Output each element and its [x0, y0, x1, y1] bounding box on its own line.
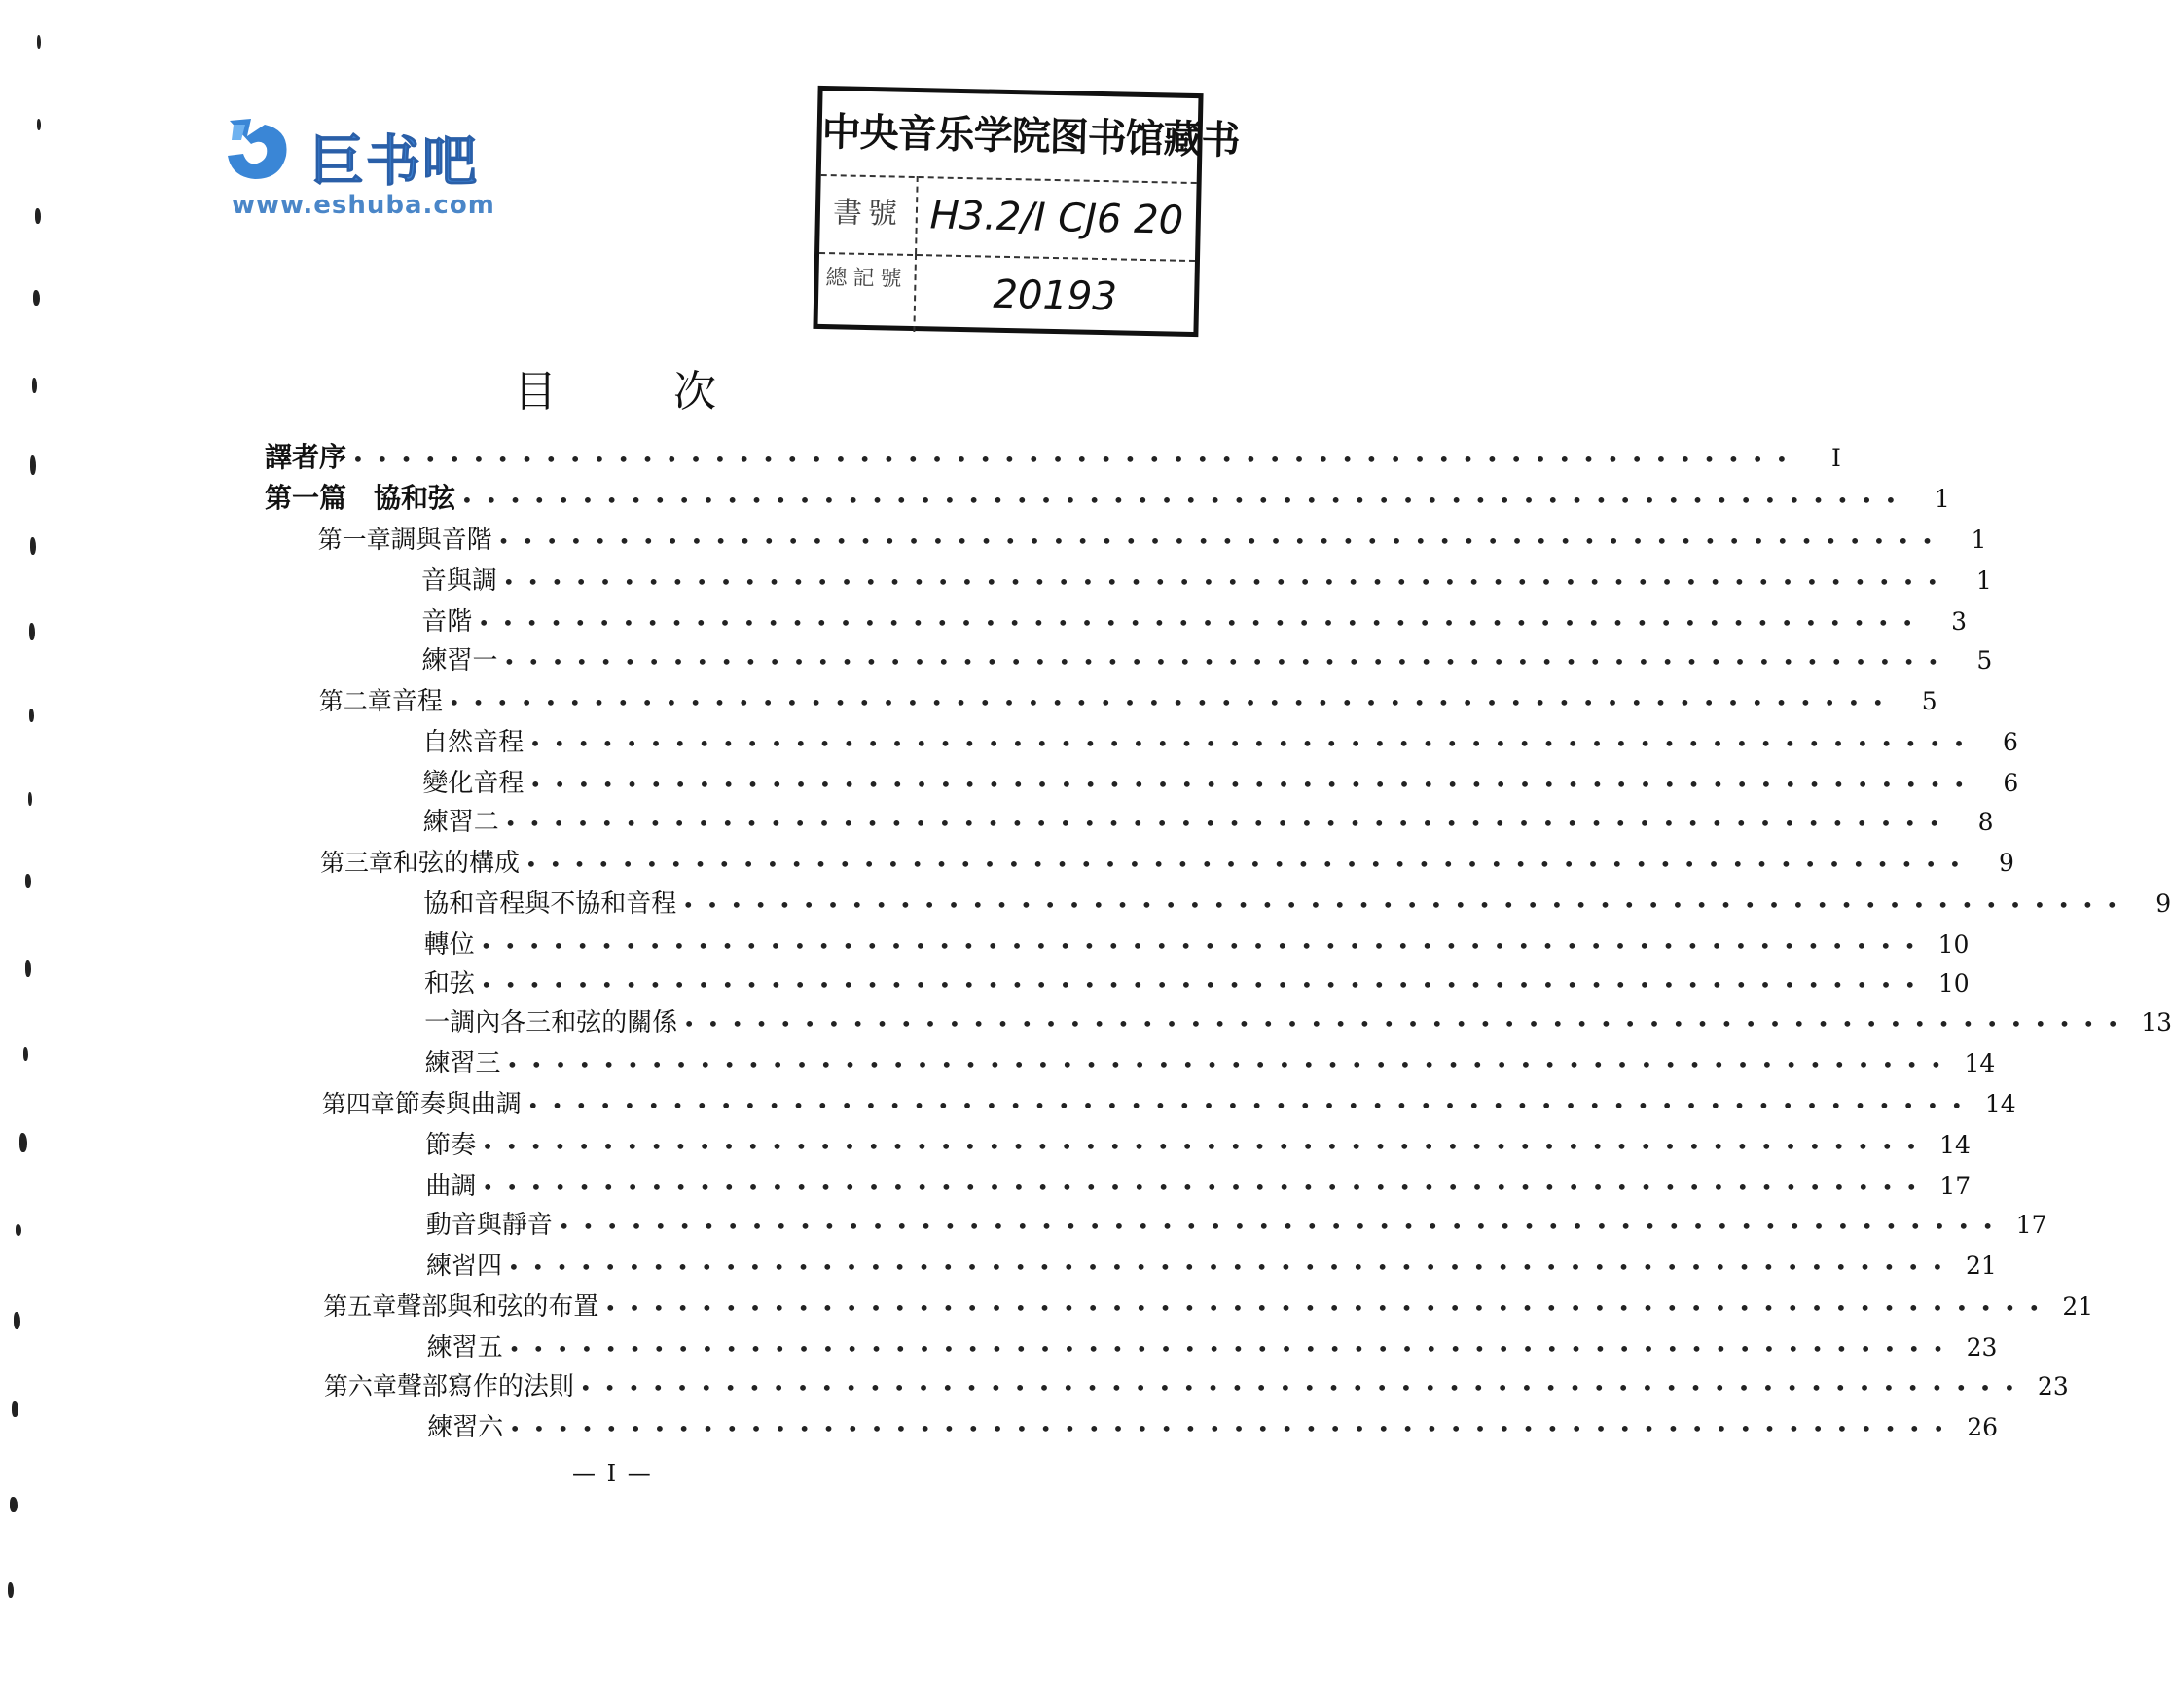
toc-leader-dots: •••••••••••••••••••••••••••••••••••••••••••••••••••••••••••• — [504, 812, 1953, 835]
toc-title: 節奏與曲調 — [394, 1090, 522, 1119]
toc-entry — [423, 925, 1970, 961]
toc-page-number: 13 — [2141, 1008, 2172, 1036]
toc-leader-dots: •••••••••••••••••••••••••••••••••••••••••••••••••••••••••••• — [480, 934, 1929, 958]
stamp-call-number: H3.2/I CJ6 20 — [929, 193, 1184, 243]
toc-title: 變化音程 — [422, 769, 525, 798]
toc-page-number: 1 — [1975, 566, 1992, 595]
toc-leader-dots: •••••••••••••••••••••••••••••••••••••••••••••••••••••••••••• — [478, 611, 1927, 635]
toc-leader-dots: •••••••••••••••••••••••••••••••••••••••••••••••••••••••••••• — [579, 1376, 2028, 1399]
toc-chapter-label: 第五章 — [323, 1292, 397, 1321]
toc-title: 音階 — [421, 607, 473, 636]
toc-entry — [423, 884, 2172, 920]
toc-title: 練習一 — [421, 646, 498, 675]
toc-leader-dots: •••••••••••••••••••••••••••••••••••••••••••••••••••••••••••• — [502, 570, 1951, 594]
toc-title: 曲調 — [425, 1172, 477, 1201]
toc-chapter-label: 第三章 — [320, 849, 394, 877]
toc-entry — [422, 722, 2018, 758]
toc-leader-dots: •••••••••••••••••••••••••••••••••••••••••••••••••••••••••••• — [508, 1337, 1957, 1361]
toc-leader-dots: •••••••••••••••••••••••••••••••••••••••••••••••••••••••••••• — [461, 489, 1909, 512]
toc-leader-dots: •••••••••••••••••••••••••••••••••••••••••••••••••••••••••••• — [352, 448, 1800, 471]
toc-entry — [426, 1327, 1998, 1363]
toc-entry — [321, 1084, 2016, 1120]
toc-leader-dots: •••••••••••••••••••••••••••••••••••••••••••••••••••••••••••• — [526, 1094, 1975, 1117]
toc-entry — [427, 1407, 1999, 1443]
toc-entry — [421, 640, 1993, 676]
toc-title: 音與調 — [420, 566, 497, 596]
stamp-library-name: 中央音乐学院图书馆藏书 — [821, 91, 1199, 184]
toc-entry — [426, 1246, 1997, 1282]
toc-entry — [317, 520, 1987, 556]
toc-title: 譯者序 — [265, 441, 347, 473]
toc-title: 聲部寫作的法則 — [396, 1372, 574, 1401]
toc-page-number: 21 — [2062, 1292, 2094, 1321]
toc-entry — [423, 963, 1970, 999]
toc-page-number: 26 — [1967, 1413, 1999, 1441]
toc-title: 練習五 — [426, 1333, 503, 1363]
toc-page-number: 1 — [1934, 485, 1950, 513]
toc-leader-dots: •••••••••••••••••••••••••••••••••••••••••••••••••••••••••••• — [604, 1296, 2053, 1320]
toc-page-number: 23 — [2037, 1372, 2069, 1400]
toc-page-number: 14 — [1964, 1049, 1996, 1077]
toc-page-number: 10 — [1937, 969, 1970, 998]
toc-page-number: 6 — [2003, 728, 2018, 756]
toc-chapter-label: 第二章 — [318, 687, 392, 715]
toc-leader-dots: •••••••••••••••••••••••••••••••••••••••••••••••••••••••••••• — [482, 1135, 1930, 1158]
toc-title: 和弦的構成 — [393, 849, 521, 878]
toc-entry — [424, 1043, 1996, 1079]
stamp-accession-label: 總記號 — [817, 252, 917, 332]
toc-title: 音程 — [391, 687, 443, 716]
stamp-call-label: 書號 — [819, 174, 919, 254]
toc-page-number: 17 — [2015, 1211, 2047, 1239]
binding-edge-marks — [0, 0, 58, 1708]
logo-url: www.eshuba.com — [232, 191, 495, 220]
watermark-logo — [222, 115, 533, 232]
toc-title: 聲部與和弦的布置 — [396, 1292, 599, 1322]
toc-title: 轉位 — [423, 930, 475, 960]
toc-entry — [421, 601, 1968, 637]
toc-leader-dots: •••••••••••••••••••••••••••••••••••••••••••••••••••••••••••• — [448, 691, 1897, 714]
toc-leader-dots: •••••••••••••••••••••••••••••••••••••••••••••••••••••••••••• — [525, 853, 1973, 876]
eshuba-logo-icon — [222, 115, 292, 183]
toc-page-number: 3 — [1951, 607, 1968, 636]
toc-page-number: 5 — [1921, 687, 1937, 715]
toc-page-number: 8 — [1977, 808, 1994, 836]
toc-entry — [422, 802, 1994, 838]
toc-leader-dots: •••••••••••••••••••••••••••••••••••••••••••••••••••••••••••• — [509, 1417, 1958, 1440]
toc-page-number: 21 — [1966, 1252, 1997, 1280]
toc-title: 動音與靜音 — [425, 1211, 553, 1240]
toc-leader-dots: •••••••••••••••••••••••••••••••••••••••••••••••••••••••••••• — [497, 529, 1946, 553]
toc-chapter-label: 第一章 — [317, 526, 391, 554]
toc-entry — [420, 561, 1992, 597]
toc-entry — [425, 1166, 1972, 1202]
toc-entry — [425, 1125, 1971, 1161]
toc-title: 一調內各三和弦的關係 — [424, 1008, 678, 1037]
toc-entry — [323, 1366, 2069, 1402]
toc-chapter-label: 第四章 — [321, 1090, 395, 1118]
toc-leader-dots: •••••••••••••••••••••••••••••••••••••••••••••••••••••••••••• — [503, 650, 1952, 673]
toc-leader-dots: •••••••••••••••••••••••••••••••••••••••••••••••••••••••••••• — [506, 1053, 1955, 1076]
logo-text: 巨书吧 — [309, 130, 479, 194]
toc-leader-dots: •••••••••••••••••••••••••••••••••••••••••••••••••••••••••••• — [558, 1215, 2007, 1238]
toc-entry — [318, 681, 1937, 717]
toc-page-number: 9 — [2155, 890, 2172, 918]
stamp-call-row — [819, 174, 1197, 262]
toc-entry — [320, 843, 2014, 879]
toc-title: 練習四 — [426, 1252, 503, 1281]
library-stamp — [813, 86, 1241, 337]
toc-title: 協和音程與不協和音程 — [423, 890, 677, 919]
toc-page-number: 23 — [1966, 1333, 1998, 1362]
toc-leader-dots: •••••••••••••••••••••••••••••••••••••••••••••••••••••••••••• — [529, 732, 1977, 755]
stamp-accession-number: 20193 — [993, 272, 1118, 320]
toc-page-number: 10 — [1937, 930, 1970, 959]
toc-page-number: I — [1830, 444, 1841, 472]
toc-page-number: 9 — [1998, 849, 2014, 877]
toc-title: 練習六 — [427, 1413, 504, 1442]
toc-title: 練習二 — [422, 808, 499, 837]
toc-chapter-label: 第六章 — [323, 1372, 397, 1400]
toc-leader-dots: •••••••••••••••••••••••••••••••••••••••••••••••••••••••••••• — [529, 773, 1978, 796]
page-title: 目次 — [514, 367, 833, 417]
toc-leader-dots: •••••••••••••••••••••••••••••••••••••••••••••••••••••••••••• — [482, 1176, 1931, 1199]
toc-entry — [425, 1205, 2047, 1241]
toc-title: 第一篇 協和弦 — [265, 482, 456, 514]
toc-title: 調與音階 — [390, 526, 492, 555]
toc-title: 練習三 — [424, 1049, 501, 1078]
toc-page-number: 5 — [1976, 646, 1993, 674]
toc-leader-dots: •••••••••••••••••••••••••••••••••••••••••••••••••••••••••••• — [508, 1255, 1956, 1279]
toc-page-number: 17 — [1939, 1172, 1972, 1200]
toc-entry — [265, 477, 1950, 516]
toc-entry — [265, 436, 1841, 475]
toc-title: 自然音程 — [422, 728, 525, 757]
toc-title: 節奏 — [425, 1131, 477, 1160]
toc-page-number: 14 — [1939, 1131, 1971, 1159]
toc-entry — [323, 1287, 2094, 1323]
page-number: — I — — [572, 1460, 653, 1487]
toc-entry — [424, 1002, 2172, 1038]
stamp-accession-row — [817, 252, 1195, 338]
toc-page-number: 1 — [1971, 526, 1987, 554]
toc-page-number: 6 — [2003, 769, 2019, 797]
toc-title: 和弦 — [423, 969, 475, 999]
toc-page-number: 14 — [1984, 1090, 2016, 1118]
toc-leader-dots: •••••••••••••••••••••••••••••••••••••••••••••••••••••••••••• — [683, 1012, 2132, 1036]
toc-leader-dots: •••••••••••••••••••••••••••••••••••••••••••••••••••••••••••• — [480, 973, 1929, 997]
toc-leader-dots: •••••••••••••••••••••••••••••••••••••••••••••••••••••••••••• — [682, 893, 2131, 917]
toc-entry — [422, 763, 2019, 799]
